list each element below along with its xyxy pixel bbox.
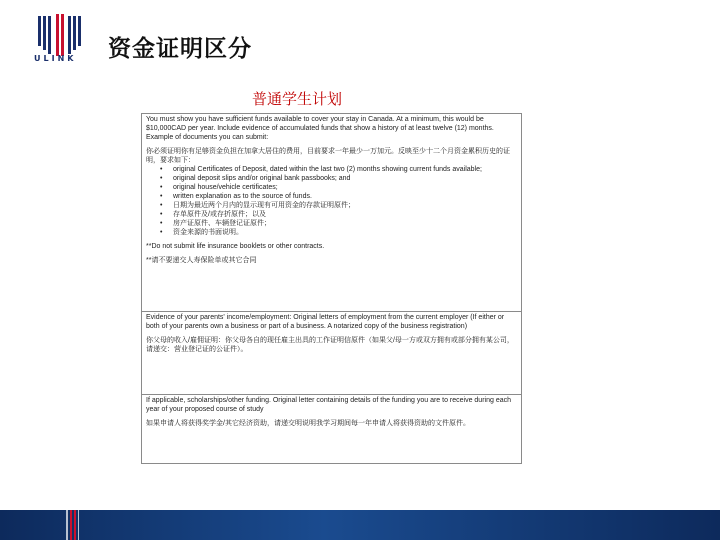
scholarship-cn: 如果申请人将获得奖学金/其它经济资助，请递交明说明我学习期间每一年申请人将获得资助的文件原件。: [146, 420, 470, 427]
funds-document-list: [146, 165, 517, 237]
list-item: • original deposit slips and/or original bank passbooks; and: [160, 174, 517, 183]
parents-income-en: Evidence of your parents' income/employment: Original letters of employment from the current employer (If either or both of your parents own a business or part of a business. A notarized copy of the business registration): [146, 314, 505, 330]
footer-stripes: [64, 510, 80, 540]
parents-income-cn: 你父母的收入/雇佣证明：你父母各自的现任雇主出具的工作证明信原件（如果父/母一方或双方拥有或部分拥有某公司，请递交：营业登记证的公证件）。: [146, 337, 514, 353]
scholarship-en: If applicable, scholarships/other funding. Original letter containing details of the funding you are to receive during each year of your proposed course of study: [146, 397, 512, 413]
list-item: • 房产证原件、车辆登记证原件；: [160, 219, 517, 228]
document-table: [141, 113, 522, 464]
logo-wordmark: ULINK: [34, 54, 77, 63]
funds-section: [142, 114, 521, 312]
list-item: • 存单原件及/或存折原件；以及: [160, 210, 517, 219]
list-item: • original Certificates of Deposit, dated within the last two (2) months showing current funds available;: [160, 165, 517, 174]
list-item: • written explanation as to the source of funds.: [160, 192, 517, 201]
parents-income-section: [142, 312, 521, 395]
page-subtitle: 普通学生计划: [252, 90, 343, 108]
list-item: • 资金来源的书面说明。: [160, 228, 517, 237]
funds-note-en: **Do not submit life insurance booklets or other contracts.: [146, 243, 325, 250]
list-item: • original house/vehicle certificates;: [160, 183, 517, 192]
list-item: • 日期为最近两个月内的显示现有可用资金的存款证明原件；: [160, 201, 517, 210]
funds-intro-en: You must show you have sufficient funds available to cover your stay in Canada. At a minimum, this would be $10,000CAD per year. Include evidence of accumulated funds that show a history of at least twelve (12) months. Example of documents you can submit:: [146, 116, 494, 141]
page-title: 资金证明区分: [108, 36, 252, 62]
footer-band: [0, 510, 720, 540]
funds-note-cn: **请不要递交人寿保险单或其它合同: [146, 257, 257, 264]
funds-intro-cn: 你必须证明你有足够资金负担在加拿大居住的费用，目前要求一年最少一万加元。反映至少十二个月资金累积历史的证明，要求如下：: [146, 148, 510, 164]
scholarship-section: [142, 395, 521, 449]
